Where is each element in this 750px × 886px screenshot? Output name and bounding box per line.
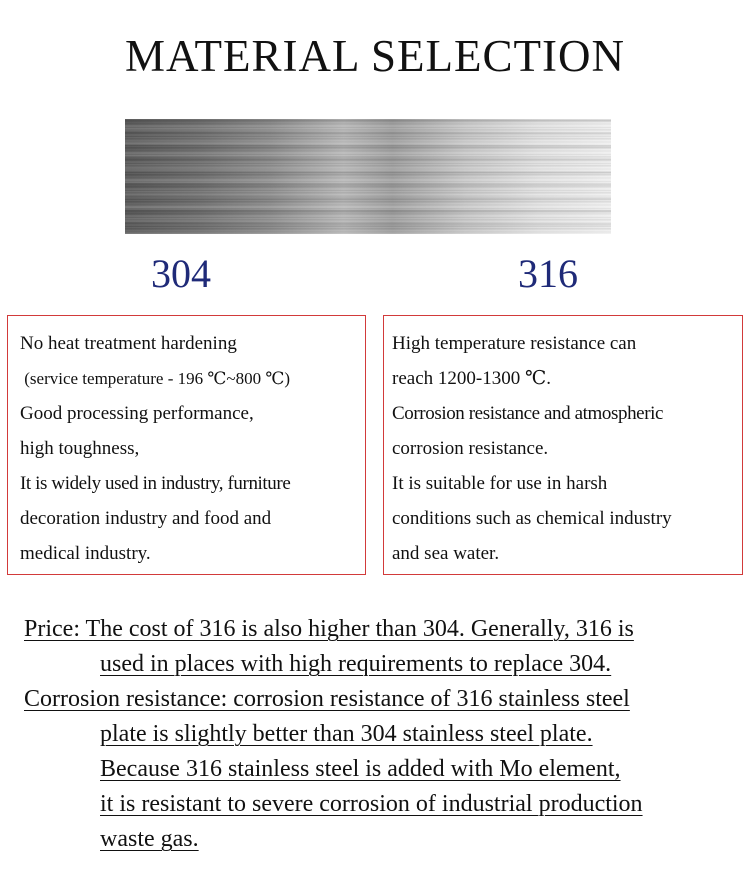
grade-304-label: 304 [151, 251, 211, 296]
property-line: high toughness, [20, 438, 140, 459]
corrosion-note-line: waste gas. [100, 826, 199, 852]
property-line: decoration industry and food and [20, 508, 272, 529]
page-title: MATERIAL SELECTION [124, 31, 626, 81]
property-line: It is widely used in industry, furniture [20, 473, 291, 494]
property-line: High temperature resistance can [392, 333, 637, 354]
stainless-steel-texture-image [125, 119, 611, 234]
corrosion-note-line: it is resistant to severe corrosion of industrial production [100, 791, 643, 817]
property-line: conditions such as chemical industry [392, 508, 672, 529]
property-line: (service temperature - 196 ℃~800 ℃) [20, 369, 291, 388]
grade-304-properties-box [7, 315, 366, 575]
corrosion-note-line: Because 316 stainless steel is added with Mo element, [100, 756, 621, 782]
grade-316-label: 316 [518, 251, 578, 296]
comparison-notes [24, 612, 736, 857]
price-note-line: Price: The cost of 316 is also higher than 304. Generally, 316 is [24, 616, 634, 642]
grade-316-properties-box [383, 315, 743, 575]
property-line: No heat treatment hardening [20, 333, 237, 354]
property-line: and sea water. [392, 543, 500, 564]
property-line: corrosion resistance. [392, 438, 549, 459]
property-line: reach 1200-1300 ℃. [392, 368, 551, 389]
property-line: Corrosion resistance and atmospheric [392, 403, 664, 424]
corrosion-note-line: plate is slightly better than 304 stainless steel plate. [100, 721, 593, 747]
property-line: Good processing performance, [20, 403, 254, 424]
corrosion-note-line: Corrosion resistance: corrosion resistance of 316 stainless steel [24, 686, 630, 712]
price-note-line: used in places with high requirements to replace 304. [100, 651, 612, 677]
property-line: medical industry. [20, 543, 151, 564]
property-line: It is suitable for use in harsh [392, 473, 608, 494]
